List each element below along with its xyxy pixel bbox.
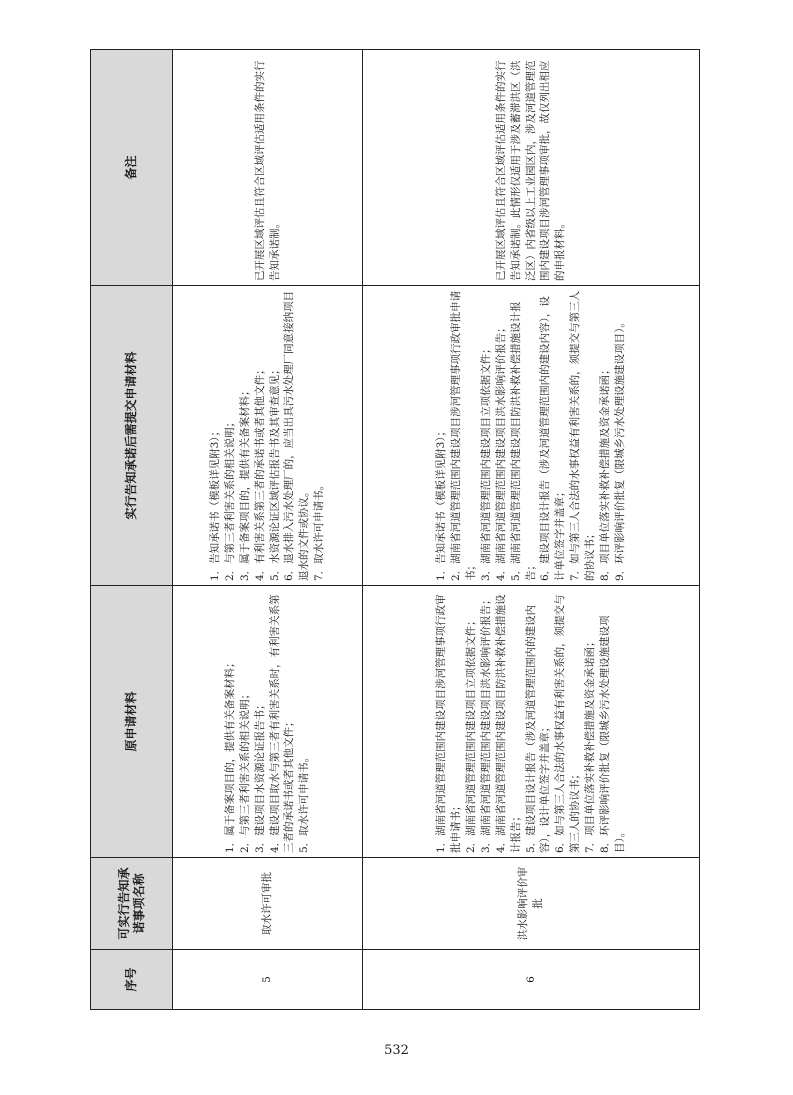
list-item: 3．建设项目水资源论证报告书； (253, 699, 266, 853)
list-item: 6．退水排入污水处理厂的，应当出具污水处理厂同意接纳项目退水的文件或协议。 (283, 290, 311, 581)
list-item: 1．湖南省河道管理范围内建设项目涉河管理事项行政审批申请书； (435, 594, 463, 853)
row-original-materials (363, 586, 700, 858)
table-row (173, 50, 363, 1010)
approval-table (90, 49, 700, 1010)
row-seq: 5 (173, 950, 363, 1010)
list-item: 4．湖南省河道管理范围内建设项目防洪补救补偿措施设计报告； (494, 594, 522, 853)
header-remark: 备注 (91, 50, 173, 286)
list-item: 4．湖南省河道管理范围内建设项目洪水影响评价报告； (494, 322, 507, 581)
row-original-materials (173, 586, 363, 858)
list-item: 4．有利害关系第三者的承诺书或者其他文件； (253, 364, 266, 581)
list-item: 2．与第三者利害关系的相关说明； (238, 688, 251, 853)
header-item-name: 可实行告知承诺事项名称 (91, 858, 173, 950)
list-item: 8．环评影响评价批复（限城乡污水处理设施建设项目）。 (599, 615, 626, 853)
list-item: 7．项目单位落实补救补偿措施及资金承诺函； (584, 636, 597, 853)
original-materials-list (223, 590, 312, 853)
after-materials-list (434, 290, 628, 581)
list-item: 9．环评影响评价批复（限城乡污水处理设施建设项目）。 (613, 317, 626, 581)
list-item: 4．建设项目取水与第三者有利害关系时，有利害关系第三者的承诺书或者其他文件； (268, 594, 296, 853)
table-header-row (91, 50, 173, 1010)
original-materials-list (434, 590, 628, 853)
list-item: 6．建设项目设计报告（涉及河道管理范围内的建设内容），设计单位签字并盖章； (539, 296, 567, 581)
after-materials-list (208, 290, 327, 581)
list-item: 5．建设项目设计报告（涉及河道管理范围内的建设内容），设计单位签字并盖章； (524, 604, 552, 853)
row-item-name: 取水许可审批 (173, 858, 363, 950)
list-item: 2．与第三者利害关系的相关说明； (223, 416, 236, 581)
page-number: 532 (384, 1043, 409, 1058)
list-item: 6．如与第三人合法的水事权益有利害关系的，须提交与第三人的协议书； (554, 594, 582, 853)
list-item: 2．湖南省河道管理范围内建设项目涉河管理事项行政审批申请书； (450, 290, 477, 581)
list-item: 7．取水许可申请书。 (313, 479, 326, 581)
header-after-commitment-materials: 实行告知承诺后需提交申请材料 (91, 286, 173, 586)
row-item-name: 洪水影响评价审批 (363, 858, 700, 950)
rotated-table-page (90, 50, 700, 1010)
list-item: 7．如与第三人合法的水事权益有利害关系的，须提交与第三人的协议书； (569, 290, 597, 581)
list-item: 1．属于备案项目的，提供有关备案材料； (223, 657, 236, 853)
list-item: 3．属于备案项目的，提供有关备案材料； (238, 385, 251, 581)
list-item: 3．湖南省河道管理范围内建设项目洪水影响评价报告； (479, 594, 492, 853)
row-remark: 已开展区域评估且符合区域评估适用条件的实行告知承诺制。 (173, 50, 363, 286)
list-item: 1．告知承诺书（模板详见附3）； (208, 425, 221, 581)
header-seq: 序号 (91, 950, 173, 1010)
table-row (363, 50, 700, 1010)
list-item: 5．湖南省河道管理范围内建设项目防洪补救补偿措施设计报告； (509, 301, 537, 581)
row-after-commitment-materials (363, 286, 700, 586)
list-item: 2．湖南省河道管理范围内建设项目立项依据文件； (464, 615, 477, 853)
list-item: 5．取水许可申请书。 (298, 751, 311, 853)
list-item: 5．水资源论证区域评估报告书及其审查意见； (268, 364, 281, 581)
row-after-commitment-materials (173, 286, 363, 586)
header-original-materials: 原申请材料 (91, 586, 173, 858)
list-item: 8．项目单位落实补救补偿措施及资金承诺函； (599, 364, 612, 581)
list-item: 3．湖南省河道管理范围内建设项目立项依据文件； (479, 343, 492, 581)
row-seq: 6 (363, 950, 700, 1010)
list-item: 1．告知承诺书（模板详见附3）； (435, 425, 448, 581)
row-remark: 已开展区域评估且符合区域评估适用条件的实行告知承诺制。此情形仅适用于涉及蓄滞洪区（洪泛区）内省级以上工业园区内，涉及河道管理范围内建设项目涉河管理事项审批，故仅列出相应的申报材料。 (363, 50, 700, 286)
